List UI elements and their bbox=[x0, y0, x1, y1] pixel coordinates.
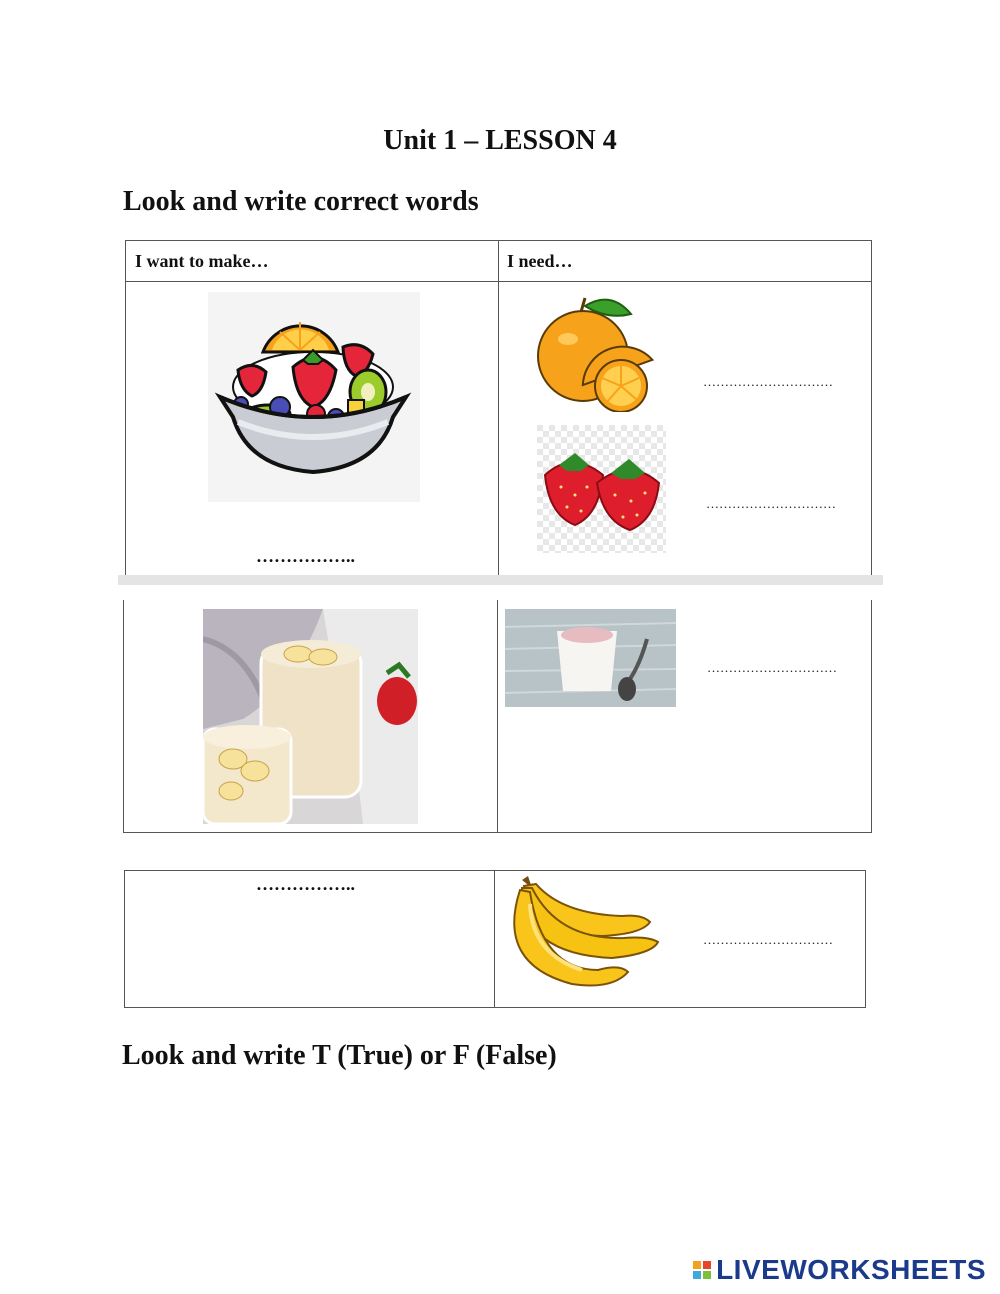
column-header-need: I need… bbox=[507, 251, 573, 271]
yogurt-blank[interactable]: ………………………… bbox=[707, 660, 837, 675]
liveworksheets-logo[interactable] bbox=[692, 1255, 986, 1285]
table-divider bbox=[498, 240, 499, 576]
logo-square bbox=[703, 1261, 711, 1269]
orange-image bbox=[533, 294, 663, 412]
section-heading-true-false: Look and write T (True) or F (False) bbox=[122, 1040, 557, 1071]
table-divider bbox=[497, 600, 498, 833]
page-separator bbox=[118, 575, 883, 585]
yogurt-image bbox=[505, 609, 676, 707]
column-header-make: I want to make… bbox=[135, 251, 269, 271]
banana-blank[interactable]: ………………………… bbox=[703, 932, 833, 947]
section-heading-words: Look and write correct words bbox=[123, 186, 479, 217]
banana-smoothie-image bbox=[203, 609, 418, 824]
table-divider bbox=[494, 870, 495, 1008]
banana-image bbox=[502, 874, 660, 996]
strawberry-blank[interactable]: ………………………… bbox=[706, 496, 836, 511]
banana-smoothie-blank[interactable]: …………….. bbox=[256, 874, 355, 894]
orange-blank[interactable]: ………………………… bbox=[703, 374, 833, 389]
table-header-line bbox=[125, 281, 872, 282]
logo-text: LIVEWORKSHEETS bbox=[716, 1254, 986, 1285]
logo-square bbox=[693, 1261, 701, 1269]
fruit-salad-blank[interactable]: …………….. bbox=[256, 546, 355, 566]
fruit-salad-image bbox=[208, 292, 420, 502]
logo-square bbox=[693, 1271, 701, 1279]
strawberry-image bbox=[537, 425, 666, 553]
logo-square bbox=[703, 1271, 711, 1279]
logo-mark-icon bbox=[692, 1260, 712, 1280]
page-title: Unit 1 – LESSON 4 bbox=[383, 125, 617, 156]
